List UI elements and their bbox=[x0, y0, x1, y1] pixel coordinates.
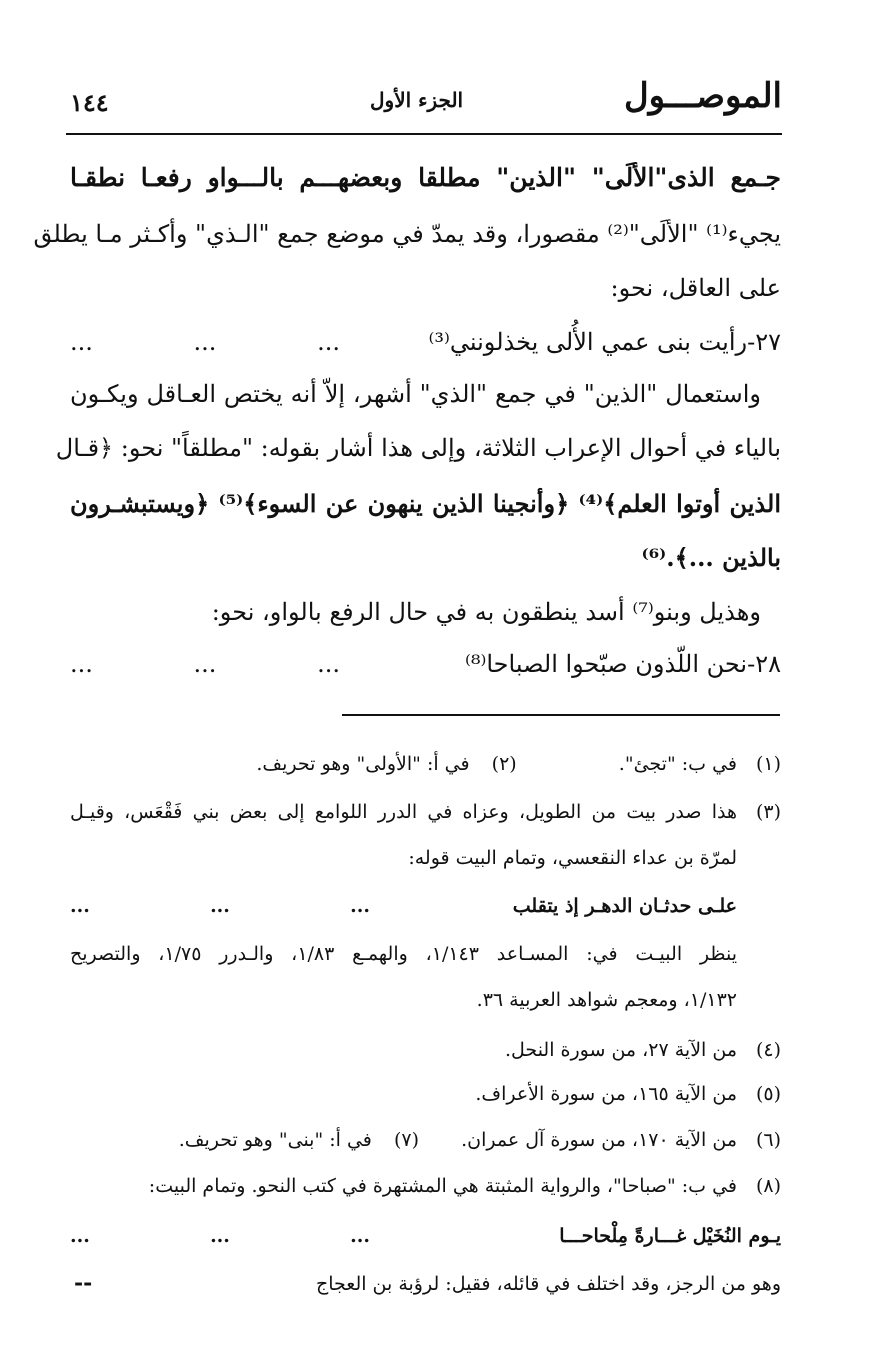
footnote-1-2 bbox=[70, 748, 781, 784]
footnote-text: في ب: "تجئ". bbox=[618, 753, 737, 775]
body-line: يجيء⁽¹⁾ "الألَى"⁽²⁾ مقصورا، وقد يمدّ في موضع جمع "الـذي" وأكـثر مـا يطلق bbox=[33, 220, 781, 248]
footnote-text: لمرّة بن عداء النقعسي، وتمام البيت قوله: bbox=[408, 847, 737, 869]
footnote-text: ١/١٣٢، ومعجم شواهد العربية ٣٦. bbox=[476, 989, 737, 1011]
footnote-number: (٣) bbox=[755, 801, 781, 823]
ellipsis: ... bbox=[70, 1225, 90, 1247]
footnote-number: (١) bbox=[755, 753, 781, 775]
continuation-mark: -- bbox=[74, 1270, 93, 1296]
footnote-text: من الآية ٢٧، من سورة النحل. bbox=[505, 1039, 737, 1061]
footnote-3 bbox=[70, 796, 781, 832]
ellipsis: ... bbox=[70, 895, 90, 917]
verse-27 bbox=[70, 322, 781, 366]
ellipsis-row bbox=[70, 890, 370, 922]
footnote-4 bbox=[70, 1034, 781, 1070]
footnote-text: هذا صدر بيت من الطويل، وعزاه في الدرر اللوامع إلى بعض بني فَقْعَس، وقيـل bbox=[70, 801, 737, 823]
ellipsis: ... bbox=[317, 328, 340, 356]
ellipsis: ... bbox=[210, 895, 230, 917]
page-number: ١٤٤ bbox=[70, 88, 109, 117]
ellipsis: ... bbox=[210, 1225, 230, 1247]
footnote-text: في أ: "الأولى" وهو تحريف. bbox=[256, 753, 470, 775]
footnote-number: (٤) bbox=[755, 1039, 781, 1061]
footnote-number: (٢) bbox=[491, 753, 517, 775]
footnote-number: (٥) bbox=[755, 1083, 781, 1105]
footnote-rule bbox=[342, 714, 780, 716]
volume-label: الجزء الأول bbox=[370, 88, 464, 112]
verse-28-text: ٢٨-نحن اللّذون صبّحوا الصباحا⁽⁸⁾ bbox=[464, 650, 781, 678]
body-line: على العاقل، نحو: bbox=[610, 274, 781, 302]
verse-27-text: ٢٧-رأيت بنى عمي الأُلى يخذلونني⁽³⁾ bbox=[428, 328, 781, 356]
verse-28 bbox=[70, 644, 781, 688]
ellipsis: ... bbox=[350, 895, 370, 917]
footnote-text: ينظر البيـت في: المسـاعد ١/١٤٣، والهمـع ١/٨٣، والـدرر ١/٧٥، والتصريح bbox=[70, 943, 737, 965]
footnote-8 bbox=[70, 1170, 781, 1206]
ellipsis-row bbox=[70, 1220, 370, 1252]
footnote-5 bbox=[70, 1078, 781, 1114]
ellipsis-row bbox=[70, 322, 340, 362]
ellipsis: ... bbox=[350, 1225, 370, 1247]
body-line: بالياء في أحوال الإعراب الثلاثة، وإلى هذا أشار بقوله: "مطلقاً" نحو: ﴿قـال bbox=[55, 434, 781, 462]
ellipsis: ... bbox=[193, 650, 217, 678]
verse-text: يـوم النُخَيْل غـــارةً مِلْحاحـــا bbox=[559, 1225, 781, 1247]
ellipsis: ... bbox=[317, 650, 340, 678]
body-line: واستعمال "الذين" في جمع "الذي" أشهر، إلاّ أنه يختص العـاقل ويكـون bbox=[70, 380, 762, 408]
ellipsis: ... bbox=[70, 650, 93, 678]
footnote-6-7 bbox=[70, 1124, 781, 1160]
footnote-text: من الآية ١٦٥، من سورة الأعراف. bbox=[475, 1083, 737, 1105]
footnote-text: في ب: "صباحا"، والرواية المثبتة هي المشتهرة في كتب النحو. وتمام البيت: bbox=[148, 1175, 737, 1197]
page-header bbox=[70, 70, 782, 130]
footnote-text: في أ: "بنى" وهو تحريف. bbox=[178, 1129, 372, 1151]
verse-line: جـمع الذى"الألَى" "الذين" مطلقا وبعضهـــم بالـــواو رفعـا نطقـا bbox=[70, 163, 781, 192]
body-line: وهذيل وبنو⁽⁷⁾ أسد ينطقون به في حال الرفع بالواو، نحو: bbox=[211, 598, 761, 626]
ellipsis-row bbox=[70, 644, 340, 684]
ellipsis: ... bbox=[193, 328, 217, 356]
body-line: بالذين ...﴾.⁽⁶⁾ bbox=[641, 543, 781, 572]
footnote-number: (٦) bbox=[755, 1129, 781, 1151]
footnote-text: وهو من الرجز، وقد اختلف في قائله، فقيل: لرؤبة بن العجاج bbox=[315, 1273, 781, 1295]
header-rule bbox=[66, 133, 782, 135]
footnote-text: من الآية ١٧٠، من سورة آل عمران. bbox=[461, 1129, 737, 1151]
footnote-number: (٧) bbox=[393, 1129, 419, 1151]
verse-completion bbox=[70, 1220, 781, 1256]
body-line: الذين أوتوا العلم﴾⁽⁴⁾ ﴿وأنجينا الذين ينهون عن السوء﴾⁽⁵⁾ ﴿ويستبشـرون bbox=[70, 489, 781, 518]
verse-text: علـى حدثـان الدهـر إذ يتقلب bbox=[512, 895, 737, 917]
ellipsis: ... bbox=[70, 328, 93, 356]
verse-completion bbox=[70, 890, 737, 926]
running-title: الموصـــول bbox=[623, 76, 782, 116]
footnote-number: (٨) bbox=[755, 1175, 781, 1197]
